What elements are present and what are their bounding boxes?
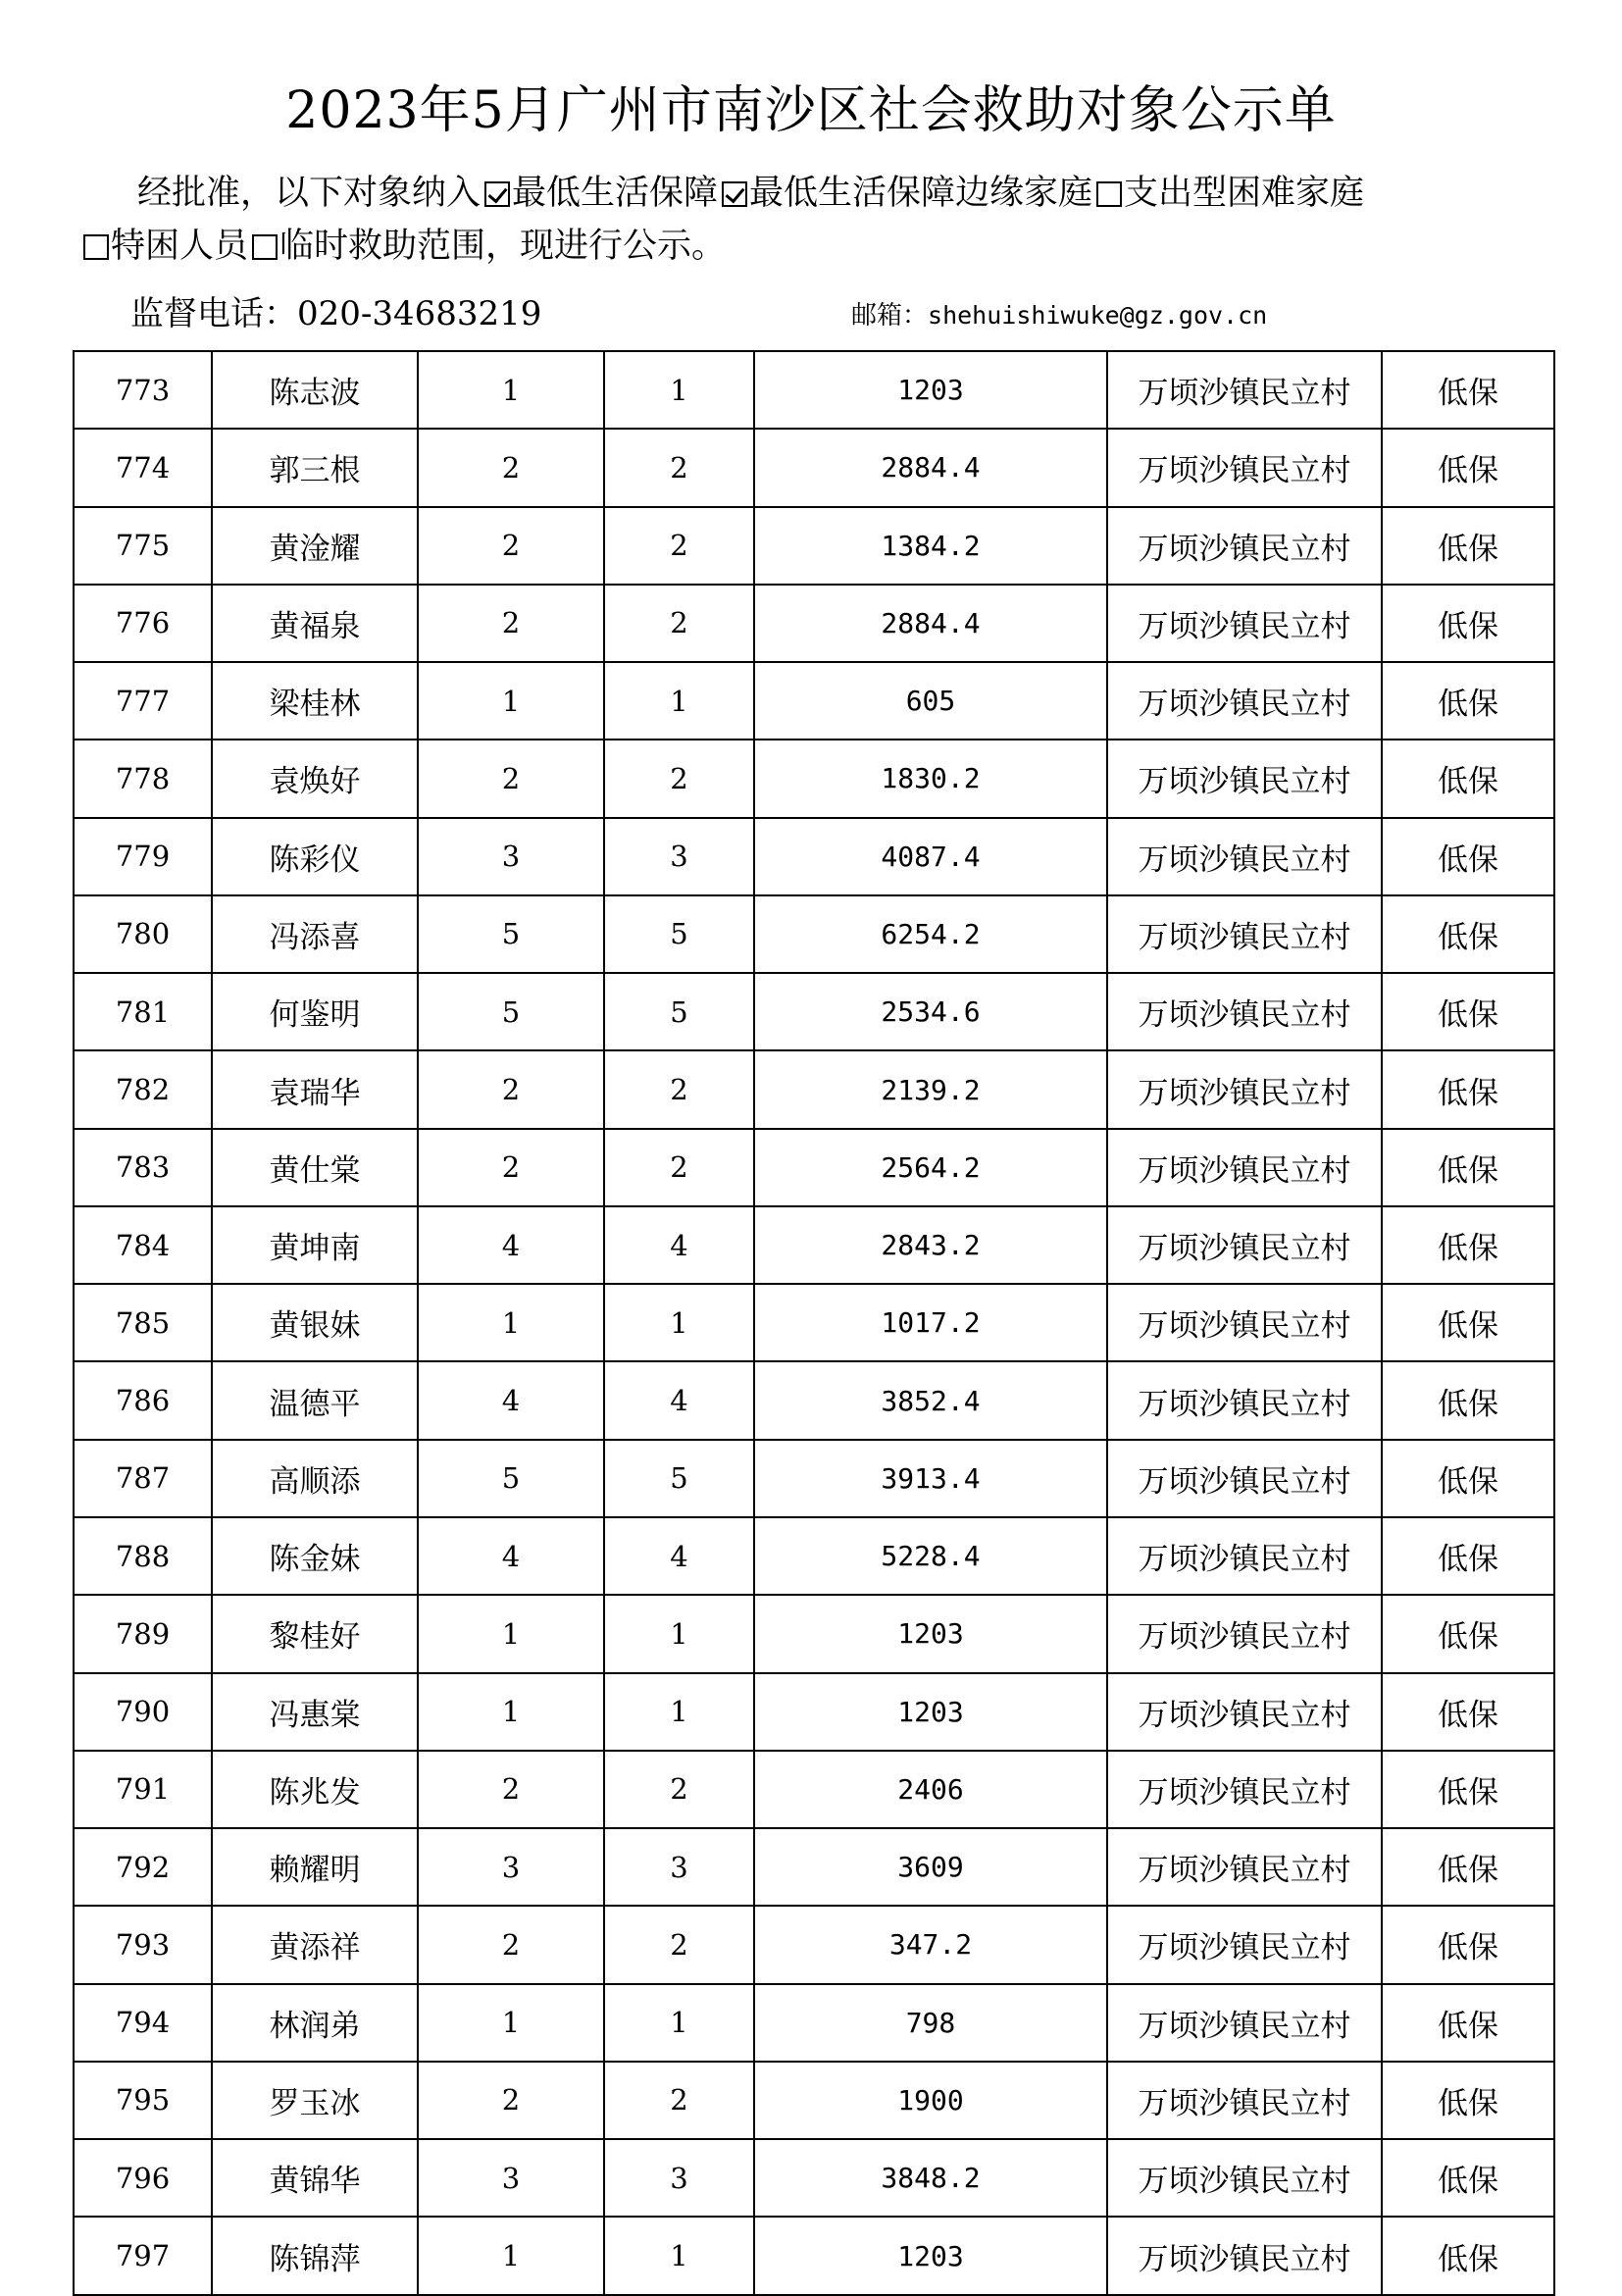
email-address: shehuishiwuke@gz.gov.cn — [928, 301, 1268, 330]
name-cell: 林润弟 — [212, 1984, 418, 2062]
recipient-count-cell: 1 — [604, 2217, 754, 2295]
option-label: 最低生活保障边缘家庭 — [749, 174, 1093, 213]
serial-cell: 784 — [74, 1206, 212, 1284]
table-row — [74, 818, 1554, 895]
serial-cell: 791 — [74, 1751, 212, 1828]
recipient-count-cell: 2 — [604, 1050, 754, 1128]
household-size-cell: 1 — [418, 662, 604, 740]
recipient-count-cell: 3 — [604, 1828, 754, 1906]
supervision-phone — [130, 290, 541, 337]
household-size-cell: 2 — [418, 1129, 604, 1206]
email-label: 邮箱： — [851, 301, 929, 331]
recipient-count-cell: 3 — [604, 2139, 754, 2217]
recipient-count-cell: 2 — [604, 1751, 754, 1828]
amount-cell: 2139.2 — [754, 1050, 1107, 1128]
household-size-cell: 2 — [418, 507, 604, 585]
table-row — [74, 429, 1554, 506]
recipient-count-cell: 1 — [604, 1673, 754, 1751]
table-row — [74, 507, 1554, 585]
serial-cell: 781 — [74, 973, 212, 1050]
serial-cell: 788 — [74, 1517, 212, 1595]
amount-cell: 5228.4 — [754, 1517, 1107, 1595]
category-cell: 低保 — [1382, 740, 1554, 817]
serial-cell: 795 — [74, 2062, 212, 2139]
name-cell: 何鉴明 — [212, 973, 418, 1050]
table-row — [74, 740, 1554, 817]
serial-cell: 786 — [74, 1361, 212, 1439]
name-cell: 袁焕好 — [212, 740, 418, 817]
category-cell: 低保 — [1382, 1361, 1554, 1439]
amount-cell: 1203 — [754, 351, 1107, 429]
amount-cell: 3848.2 — [754, 2139, 1107, 2217]
recipient-count-cell: 4 — [604, 1206, 754, 1284]
serial-cell: 793 — [74, 1906, 212, 1983]
address-cell: 万顷沙镇民立村 — [1107, 1361, 1382, 1439]
amount-cell: 2843.2 — [754, 1206, 1107, 1284]
household-size-cell: 2 — [418, 2062, 604, 2139]
address-cell: 万顷沙镇民立村 — [1107, 1517, 1382, 1595]
checkbox-icon — [83, 234, 109, 260]
amount-cell: 3852.4 — [754, 1361, 1107, 1439]
household-size-cell: 1 — [418, 1595, 604, 1672]
address-cell: 万顷沙镇民立村 — [1107, 1673, 1382, 1751]
household-size-cell: 5 — [418, 1440, 604, 1517]
household-size-cell: 1 — [418, 351, 604, 429]
name-cell: 陈志波 — [212, 351, 418, 429]
amount-cell: 1203 — [754, 1595, 1107, 1672]
option-label: 临时救助 — [279, 227, 418, 266]
serial-cell: 785 — [74, 1284, 212, 1361]
household-size-cell: 5 — [418, 973, 604, 1050]
table-row — [74, 662, 1554, 740]
household-size-cell: 4 — [418, 1517, 604, 1595]
name-cell: 黄锦华 — [212, 2139, 418, 2217]
amount-cell: 2406 — [754, 1751, 1107, 1828]
name-cell: 黄仕棠 — [212, 1129, 418, 1206]
name-cell: 冯惠棠 — [212, 1673, 418, 1751]
amount-cell: 1203 — [754, 1673, 1107, 1751]
category-cell: 低保 — [1382, 1440, 1554, 1517]
table-row — [74, 973, 1554, 1050]
address-cell: 万顷沙镇民立村 — [1107, 973, 1382, 1050]
recipient-count-cell: 4 — [604, 1361, 754, 1439]
table-row — [74, 1284, 1554, 1361]
address-cell: 万顷沙镇民立村 — [1107, 1751, 1382, 1828]
amount-cell: 4087.4 — [754, 818, 1107, 895]
serial-cell: 774 — [74, 429, 212, 506]
table-row — [74, 1751, 1554, 1828]
page-title: 2023年5月广州市南沙区社会救助对象公示单 — [285, 81, 1337, 140]
category-cell: 低保 — [1382, 1284, 1554, 1361]
address-cell: 万顷沙镇民立村 — [1107, 1284, 1382, 1361]
address-cell: 万顷沙镇民立村 — [1107, 818, 1382, 895]
serial-cell: 792 — [74, 1828, 212, 1906]
recipient-count-cell: 4 — [604, 1517, 754, 1595]
recipient-count-cell: 1 — [604, 1595, 754, 1672]
household-size-cell: 1 — [418, 1673, 604, 1751]
category-cell: 低保 — [1382, 1595, 1554, 1672]
category-cell: 低保 — [1382, 507, 1554, 585]
table-row — [74, 2062, 1554, 2139]
category-cell: 低保 — [1382, 585, 1554, 662]
table-row — [74, 895, 1554, 973]
household-size-cell: 5 — [418, 895, 604, 973]
serial-cell: 780 — [74, 895, 212, 973]
name-cell: 赖耀明 — [212, 1828, 418, 1906]
table-row — [74, 1828, 1554, 1906]
name-cell: 陈锦萍 — [212, 2217, 418, 2295]
address-cell: 万顷沙镇民立村 — [1107, 2217, 1382, 2295]
address-cell: 万顷沙镇民立村 — [1107, 740, 1382, 817]
name-cell: 高顺添 — [212, 1440, 418, 1517]
name-cell: 郭三根 — [212, 429, 418, 506]
category-cell: 低保 — [1382, 895, 1554, 973]
table-row — [74, 1906, 1554, 1983]
serial-cell: 797 — [74, 2217, 212, 2295]
serial-cell: 783 — [74, 1129, 212, 1206]
address-cell: 万顷沙镇民立村 — [1107, 507, 1382, 585]
option-label: 特困人员 — [111, 227, 249, 266]
category-cell: 低保 — [1382, 2139, 1554, 2217]
name-cell: 冯添喜 — [212, 895, 418, 973]
household-size-cell: 1 — [418, 2217, 604, 2295]
category-cell: 低保 — [1382, 1206, 1554, 1284]
table-row — [74, 1050, 1554, 1128]
supervision-email — [851, 296, 1267, 335]
household-size-cell: 2 — [418, 585, 604, 662]
address-cell: 万顷沙镇民立村 — [1107, 1050, 1382, 1128]
recipient-count-cell: 1 — [604, 1984, 754, 2062]
category-cell: 低保 — [1382, 2217, 1554, 2295]
serial-cell: 775 — [74, 507, 212, 585]
amount-cell: 2884.4 — [754, 429, 1107, 506]
checkbox-icon — [722, 181, 747, 207]
recipients-table — [73, 350, 1555, 2296]
address-cell: 万顷沙镇民立村 — [1107, 429, 1382, 506]
category-cell: 低保 — [1382, 429, 1554, 506]
recipient-count-cell: 5 — [604, 1440, 754, 1517]
amount-cell: 3609 — [754, 1828, 1107, 1906]
name-cell: 黄坤南 — [212, 1206, 418, 1284]
name-cell: 梁桂林 — [212, 662, 418, 740]
amount-cell: 1017.2 — [754, 1284, 1107, 1361]
name-cell: 陈金妹 — [212, 1517, 418, 1595]
intro-line-1 — [83, 167, 1545, 220]
table-body — [74, 351, 1554, 2295]
name-cell: 黄福泉 — [212, 585, 418, 662]
address-cell: 万顷沙镇民立村 — [1107, 1984, 1382, 2062]
intro-paragraph — [83, 167, 1545, 273]
amount-cell: 605 — [754, 662, 1107, 740]
household-size-cell: 2 — [418, 429, 604, 506]
serial-cell: 782 — [74, 1050, 212, 1128]
phone-number: 020-34683219 — [297, 294, 542, 333]
serial-cell: 790 — [74, 1673, 212, 1751]
table-row — [74, 1129, 1554, 1206]
serial-cell: 794 — [74, 1984, 212, 2062]
household-size-cell: 2 — [418, 1050, 604, 1128]
recipient-count-cell: 2 — [604, 507, 754, 585]
household-size-cell: 3 — [418, 2139, 604, 2217]
serial-cell: 789 — [74, 1595, 212, 1672]
address-cell: 万顷沙镇民立村 — [1107, 1828, 1382, 1906]
recipient-count-cell: 1 — [604, 351, 754, 429]
household-size-cell: 2 — [418, 740, 604, 817]
table-row — [74, 2139, 1554, 2217]
recipient-count-cell: 5 — [604, 895, 754, 973]
table-row — [74, 585, 1554, 662]
amount-cell: 1384.2 — [754, 507, 1107, 585]
amount-cell: 2534.6 — [754, 973, 1107, 1050]
recipient-count-cell: 1 — [604, 1284, 754, 1361]
recipient-count-cell: 3 — [604, 818, 754, 895]
amount-cell: 1900 — [754, 2062, 1107, 2139]
category-cell: 低保 — [1382, 1751, 1554, 1828]
recipient-count-cell: 2 — [604, 585, 754, 662]
serial-cell: 777 — [74, 662, 212, 740]
amount-cell: 1830.2 — [754, 740, 1107, 817]
name-cell: 黄添祥 — [212, 1906, 418, 1983]
phone-label: 监督电话： — [130, 294, 297, 333]
name-cell: 黎桂好 — [212, 1595, 418, 1672]
category-cell: 低保 — [1382, 1828, 1554, 1906]
household-size-cell: 3 — [418, 1828, 604, 1906]
amount-cell: 2884.4 — [754, 585, 1107, 662]
category-cell: 低保 — [1382, 1906, 1554, 1983]
serial-cell: 787 — [74, 1440, 212, 1517]
table-row — [74, 1984, 1554, 2062]
table-row — [74, 1595, 1554, 1672]
category-cell: 低保 — [1382, 662, 1554, 740]
amount-cell: 2564.2 — [754, 1129, 1107, 1206]
serial-cell: 779 — [74, 818, 212, 895]
category-cell: 低保 — [1382, 818, 1554, 895]
name-cell: 黄银妹 — [212, 1284, 418, 1361]
name-cell: 温德平 — [212, 1361, 418, 1439]
recipient-count-cell: 2 — [604, 429, 754, 506]
intro-line-2 — [83, 220, 1545, 273]
name-cell: 黄淦耀 — [212, 507, 418, 585]
household-size-cell: 3 — [418, 818, 604, 895]
table-row — [74, 351, 1554, 429]
amount-cell: 798 — [754, 1984, 1107, 2062]
recipient-count-cell: 2 — [604, 740, 754, 817]
checkbox-icon — [1096, 181, 1122, 207]
serial-cell: 773 — [74, 351, 212, 429]
table-row — [74, 2217, 1554, 2295]
address-cell: 万顷沙镇民立村 — [1107, 895, 1382, 973]
amount-cell: 347.2 — [754, 1906, 1107, 1983]
category-cell: 低保 — [1382, 1673, 1554, 1751]
household-size-cell: 2 — [418, 1751, 604, 1828]
option-label: 支出型困难家庭 — [1124, 174, 1365, 213]
recipient-count-cell: 2 — [604, 1906, 754, 1983]
recipient-count-cell: 2 — [604, 2062, 754, 2139]
household-size-cell: 4 — [418, 1361, 604, 1439]
intro-lead: 经批准，以下对象纳入 — [137, 174, 482, 213]
category-cell: 低保 — [1382, 1129, 1554, 1206]
address-cell: 万顷沙镇民立村 — [1107, 2062, 1382, 2139]
table-row — [74, 1361, 1554, 1439]
category-cell: 低保 — [1382, 2062, 1554, 2139]
address-cell: 万顷沙镇民立村 — [1107, 1595, 1382, 1672]
household-size-cell: 4 — [418, 1206, 604, 1284]
recipient-count-cell: 2 — [604, 1129, 754, 1206]
address-cell: 万顷沙镇民立村 — [1107, 1206, 1382, 1284]
name-cell: 罗玉冰 — [212, 2062, 418, 2139]
household-size-cell: 2 — [418, 1906, 604, 1983]
table-row — [74, 1517, 1554, 1595]
household-size-cell: 1 — [418, 1284, 604, 1361]
address-cell: 万顷沙镇民立村 — [1107, 1440, 1382, 1517]
category-cell: 低保 — [1382, 973, 1554, 1050]
table-row — [74, 1673, 1554, 1751]
amount-cell: 6254.2 — [754, 895, 1107, 973]
name-cell: 袁瑞华 — [212, 1050, 418, 1128]
recipient-count-cell: 1 — [604, 662, 754, 740]
address-cell: 万顷沙镇民立村 — [1107, 1129, 1382, 1206]
category-cell: 低保 — [1382, 351, 1554, 429]
amount-cell: 1203 — [754, 2217, 1107, 2295]
table-row — [74, 1206, 1554, 1284]
address-cell: 万顷沙镇民立村 — [1107, 585, 1382, 662]
name-cell: 陈彩仪 — [212, 818, 418, 895]
serial-cell: 796 — [74, 2139, 212, 2217]
name-cell: 陈兆发 — [212, 1751, 418, 1828]
table-row — [74, 1440, 1554, 1517]
recipient-count-cell: 5 — [604, 973, 754, 1050]
checkbox-icon — [484, 181, 510, 207]
category-cell: 低保 — [1382, 1050, 1554, 1128]
household-size-cell: 1 — [418, 1984, 604, 2062]
address-cell: 万顷沙镇民立村 — [1107, 351, 1382, 429]
serial-cell: 776 — [74, 585, 212, 662]
category-cell: 低保 — [1382, 1517, 1554, 1595]
address-cell: 万顷沙镇民立村 — [1107, 662, 1382, 740]
checkbox-icon — [252, 234, 278, 260]
category-cell: 低保 — [1382, 1984, 1554, 2062]
intro-tail: 范围，现进行公示。 — [417, 227, 727, 266]
option-label: 最低生活保障 — [512, 174, 719, 213]
address-cell: 万顷沙镇民立村 — [1107, 1906, 1382, 1983]
address-cell: 万顷沙镇民立村 — [1107, 2139, 1382, 2217]
amount-cell: 3913.4 — [754, 1440, 1107, 1517]
serial-cell: 778 — [74, 740, 212, 817]
